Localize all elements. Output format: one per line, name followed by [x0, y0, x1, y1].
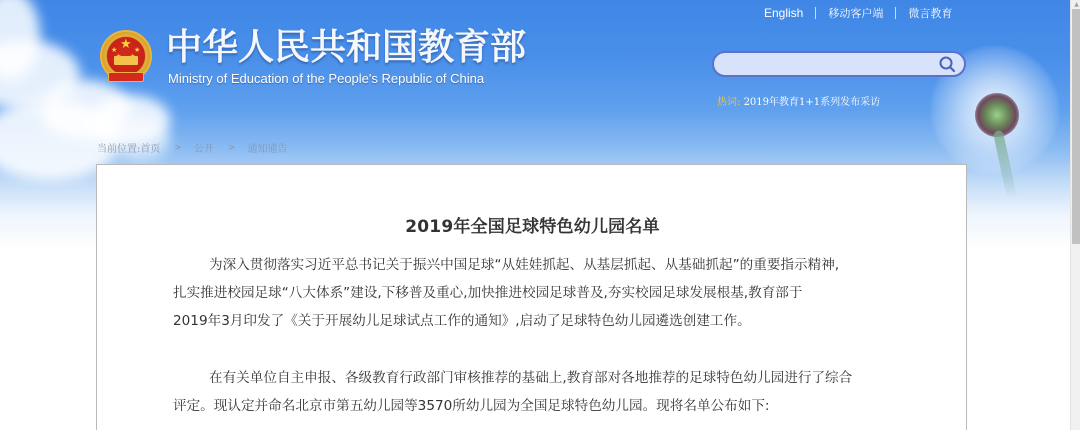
hotword-link[interactable]: 2019年教育1+1系列发布采访 [743, 97, 881, 108]
paragraph-line: 2019年3月印发了《关于开展幼儿足球试点工作的通知》,启动了足球特色幼儿园遴选创建工作。 [173, 313, 751, 329]
paragraph-line: 评定。现认定并命名北京市第五幼儿园等3570所幼儿园为全国足球特色幼儿园。现将名单公布如下: [173, 398, 770, 414]
star-icon: ★ [134, 46, 141, 54]
search-box [712, 51, 966, 77]
breadcrumb-prefix: 当前位置: [97, 144, 141, 155]
site-subtitle: Ministry of Education of the People's Republic of China [168, 71, 485, 86]
star-icon: ★ [111, 46, 118, 54]
site-title[interactable]: 中华人民共和国教育部 [166, 27, 527, 68]
top-links [752, 5, 964, 21]
emblem-ribbon [108, 72, 144, 82]
breadcrumb-notices[interactable]: 通知通告 [247, 144, 288, 155]
hotwords [717, 93, 880, 108]
weiyan-education-link[interactable]: 微言教育 [908, 7, 953, 20]
breadcrumb-public[interactable]: 公开 [193, 144, 214, 155]
hotwords-label: 热词: [717, 97, 741, 108]
article-title: 2019年全国足球特色幼儿园名单 [405, 217, 660, 237]
article-paragraph [173, 251, 893, 335]
paragraph-line: 在有关单位自主申报、各级教育行政部门审核推荐的基础上,教育部对各地推荐的足球特色幼儿园进行了综合 [209, 370, 853, 386]
article-paragraph [173, 364, 893, 420]
scroll-up-arrow-icon[interactable]: ▲ [1072, 0, 1080, 9]
star-icon: ★ [120, 37, 132, 52]
mobile-client-link[interactable]: 移动客户端 [828, 7, 884, 20]
scrollbar-thumb[interactable] [1072, 9, 1080, 244]
national-emblem-icon[interactable] [100, 30, 152, 86]
search-icon[interactable] [938, 55, 958, 73]
search-input[interactable] [724, 55, 934, 73]
breadcrumb-home[interactable]: 首页 [140, 144, 161, 155]
article-container [96, 164, 967, 430]
breadcrumb [97, 140, 287, 155]
vertical-scrollbar[interactable] [1070, 0, 1080, 430]
english-link[interactable]: English [764, 6, 804, 20]
breadcrumb-separator-icon: > [227, 142, 236, 153]
tiananmen-gate-icon [114, 56, 138, 65]
paragraph-line: 为深入贯彻落实习近平总书记关于振兴中国足球“从娃娃抓起、从基层抓起、从基础抓起”的重要指示精神, [209, 257, 840, 273]
paragraph-line: 扎实推进校园足球“八大体系”建设,下移普及重心,加快推进校园足球普及,夯实校园足球发展根基,教育部于 [173, 285, 803, 301]
breadcrumb-separator-icon: > [174, 142, 182, 153]
